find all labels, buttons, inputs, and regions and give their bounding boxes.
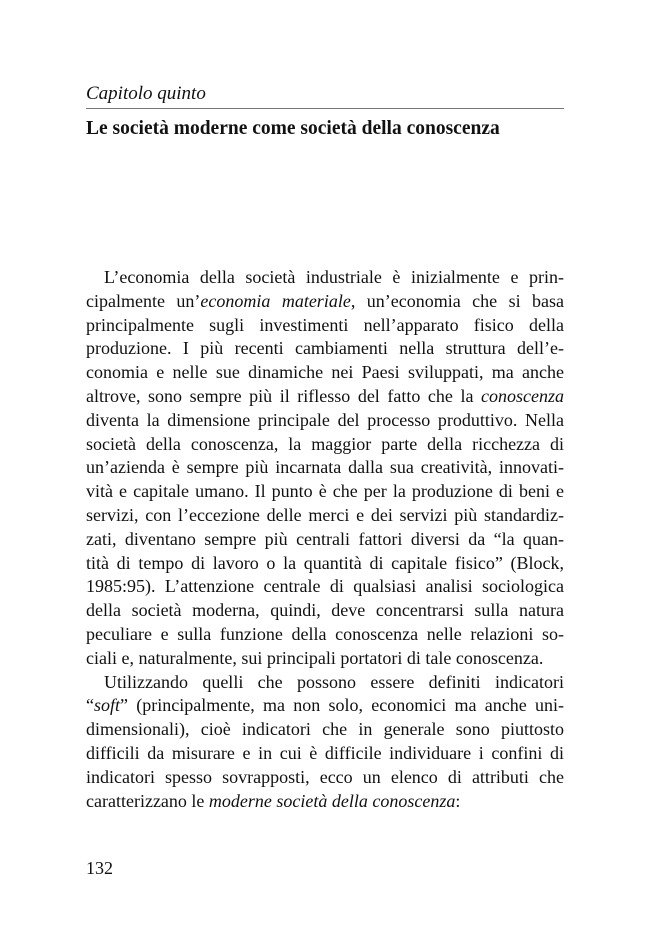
text-run: 1985:95). L’attenzione centrale di qualsiasi analisi sociologica xyxy=(86,576,564,597)
text-run: servizi, con l’eccezione delle merci e dei servizi più standardiz- xyxy=(86,504,564,525)
text-line xyxy=(86,528,564,552)
text-run: indicatori spesso sovrapposti, ecco un elenco di attributi che xyxy=(86,766,564,787)
text-run: “ xyxy=(86,695,94,716)
text-run: diventa la dimensione principale del processo produttivo. Nella xyxy=(86,409,564,430)
text-line xyxy=(86,361,564,385)
italic-text: soft xyxy=(94,695,121,716)
page-number: 132 xyxy=(86,858,113,878)
text-line xyxy=(86,694,564,718)
text-run: , un’economia che si basa xyxy=(350,290,564,311)
text-line xyxy=(86,623,564,647)
text-run: principalmente sugli investimenti nell’apparato fisico della xyxy=(86,314,564,335)
text-line xyxy=(86,337,564,361)
text-run: peculiare e sulla funzione della conoscenza nelle relazioni so- xyxy=(86,623,564,644)
text-run: : xyxy=(455,790,461,811)
text-run: caratterizzano le xyxy=(86,790,209,811)
text-line xyxy=(86,552,564,576)
text-line xyxy=(86,790,564,814)
text-run: società della conoscenza, la maggior parte della ricchezza di xyxy=(86,433,564,454)
text-run: conomia e nelle sue dinamiche nei Paesi sviluppati, ma anche xyxy=(86,362,564,383)
text-line xyxy=(86,456,564,480)
body-text xyxy=(86,266,564,813)
italic-text: economia materiale xyxy=(200,290,351,311)
text-run: Utilizzando quelli che possono essere definiti indicatori xyxy=(104,671,564,692)
italic-text: moderne società della conoscenza xyxy=(208,790,456,811)
chapter-label: Capitolo quinto xyxy=(86,83,206,104)
text-line xyxy=(86,718,564,742)
text-line xyxy=(86,409,564,433)
text-run: vità e capitale umano. Il punto è che per la produzione di beni e xyxy=(86,481,564,502)
header-rule xyxy=(86,108,564,109)
text-run: un’azienda è sempre più incarnata dalla sua creatività, innovati- xyxy=(86,457,564,478)
text-run: cipalmente un’ xyxy=(86,290,201,311)
text-line xyxy=(86,504,564,528)
text-line xyxy=(86,647,564,671)
text-line xyxy=(86,385,564,409)
text-line xyxy=(86,266,564,290)
text-run: altrove, sono sempre più il riflesso del fatto che la xyxy=(86,385,482,406)
text-run: della società moderna, quindi, deve concentrarsi sulla natura xyxy=(86,600,564,621)
text-run: produzione. I più recenti cambiamenti nella struttura dell’e- xyxy=(86,338,564,359)
text-line xyxy=(86,433,564,457)
chapter-title: Le società moderne come società della conoscenza xyxy=(86,118,500,139)
text-line xyxy=(86,480,564,504)
italic-text: conoscenza xyxy=(481,385,564,406)
text-run: dimensionali), cioè indicatori che in generale sono piuttosto xyxy=(86,719,564,740)
text-run: ” (principalmente, ma non solo, economici ma anche uni- xyxy=(120,695,564,716)
text-line xyxy=(86,742,564,766)
text-run: tità di tempo di lavoro o la quantità di capitale fisico” (Block, xyxy=(86,552,564,573)
text-run: zati, diventano sempre più centrali fattori diversi da “la quan- xyxy=(86,528,564,549)
text-line xyxy=(86,290,564,314)
text-line xyxy=(86,314,564,338)
text-line xyxy=(86,671,564,695)
text-line xyxy=(86,599,564,623)
text-line xyxy=(86,766,564,790)
text-run: L’economia della società industriale è inizialmente e prin- xyxy=(104,267,564,287)
text-run: difficili da misurare e in cui è difficile individuare i confini di xyxy=(86,742,564,763)
text-run: ciali e, naturalmente, sui principali portatori di tale conoscenza. xyxy=(86,647,544,668)
text-line xyxy=(86,575,564,599)
